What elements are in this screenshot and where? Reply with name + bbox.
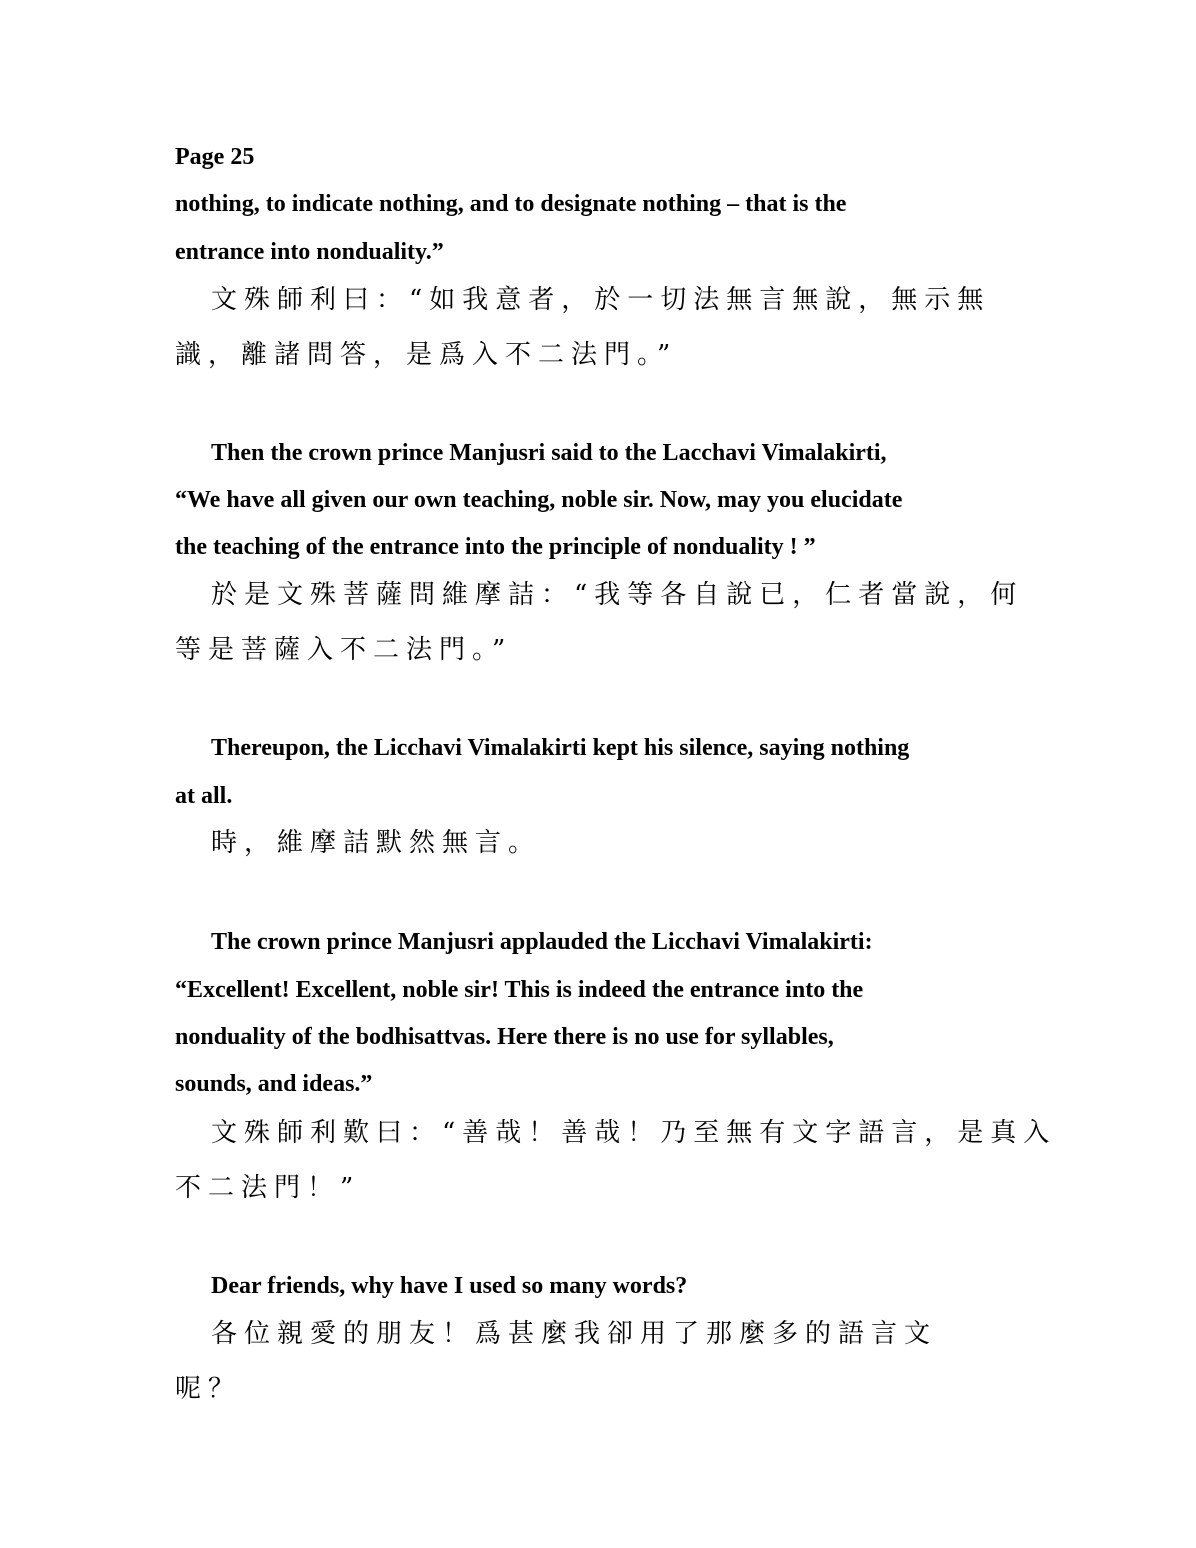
paragraph-3-english-line-1: Thereupon, the Licchavi Vimalakirti kept his silence, saying nothing — [211, 735, 910, 761]
paragraph-4-english-line-3: nonduality of the bodhisattvas. Here there is no use for syllables, — [175, 1024, 834, 1050]
paragraph-3-english-line-2: at all. — [175, 783, 233, 809]
paragraph-1-english-line-1: nothing, to indicate nothing, and to designate nothing – that is the — [175, 191, 847, 217]
paragraph-2-chinese-line-2: 等是菩薩入不二法門。” — [175, 635, 513, 665]
paragraph-4-english-line-4: sounds, and ideas.” — [175, 1071, 373, 1097]
paragraph-1-english-line-2: entrance into nonduality.” — [175, 239, 444, 265]
paragraph-4-chinese-line-1: 文殊師利歎曰：“善哉！善哉！乃至無有文字語言，是真入 — [211, 1118, 1057, 1148]
paragraph-2-english-line-3: the teaching of the entrance into the principle of nonduality ! ” — [175, 534, 816, 560]
paragraph-5-english-line-1: Dear friends, why have I used so many words? — [211, 1273, 688, 1299]
paragraph-2-english-line-1: Then the crown prince Manjusri said to the Lacchavi Vimalakirti, — [211, 440, 887, 466]
paragraph-1-chinese-line-1: 文殊師利曰：“如我意者，於一切法無言無說，無示無 — [211, 285, 991, 315]
paragraph-2-chinese-line-1: 於是文殊菩薩問維摩詰：“我等各自說已，仁者當說，何 — [211, 580, 1024, 610]
paragraph-4-chinese-line-2: 不二法門！” — [175, 1173, 361, 1203]
paragraph-4-english-line-2: “Excellent! Excellent, noble sir! This is indeed the entrance into the — [175, 977, 864, 1003]
paragraph-1-chinese-line-2: 識，離諸問答，是爲入不二法門。” — [175, 340, 678, 370]
page-label: Page 25 — [175, 144, 255, 170]
paragraph-5-chinese-line-2: 呢？ — [175, 1374, 242, 1404]
paragraph-2-english-line-2: “We have all given our own teaching, noble sir. Now, may you elucidate — [175, 487, 903, 513]
paragraph-4-english-line-1: The crown prince Manjusri applauded the Licchavi Vimalakirti: — [211, 929, 873, 955]
paragraph-5-chinese-line-1: 各位親愛的朋友！爲甚麼我卻用了那麼多的語言文 — [211, 1319, 938, 1349]
paragraph-3-chinese-line-1: 時，維摩詰默然無言。 — [211, 828, 542, 858]
